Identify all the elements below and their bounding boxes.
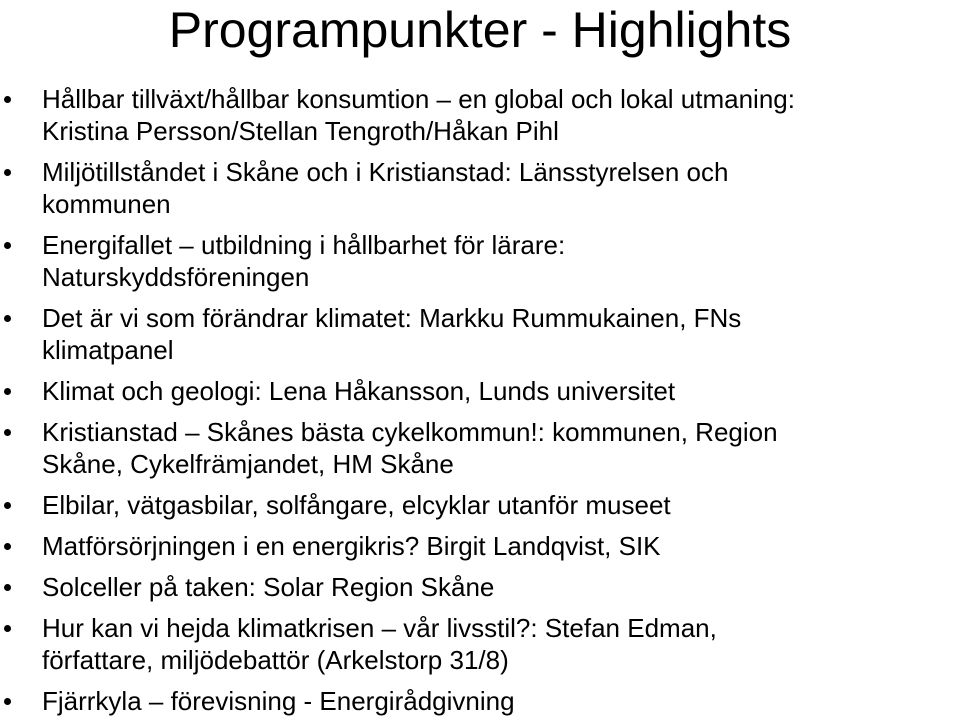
page-title: Programpunkter - Highlights bbox=[168, 2, 792, 58]
list-item bbox=[0, 302, 960, 366]
list-item bbox=[0, 685, 960, 717]
list-item-text: Solceller på taken: Solar Region Skåne bbox=[42, 572, 495, 602]
list-item-text: Klimat och geologi: Lena Håkansson, Lunds universitet bbox=[42, 376, 676, 406]
bullet-list bbox=[0, 83, 960, 726]
bullet-dot-icon bbox=[4, 698, 11, 705]
list-item-text: Energifallet – utbildning i hållbarhet för lärare: Naturskyddsföreningen bbox=[42, 230, 566, 292]
list-item-text: Det är vi som förändrar klimatet: Markku Rummukainen, FNs klimatpanel bbox=[42, 303, 742, 365]
list-item bbox=[0, 571, 960, 603]
bullet-dot-icon bbox=[4, 388, 11, 395]
list-item bbox=[0, 530, 960, 562]
bullet-dot-icon bbox=[4, 315, 11, 322]
list-item-text: Elbilar, vätgasbilar, solfångare, elcyklar utanför museet bbox=[42, 490, 671, 520]
list-item bbox=[0, 229, 960, 293]
bullet-dot-icon bbox=[4, 429, 11, 436]
list-item-text: Fjärrkyla – förevisning - Energirådgivning bbox=[42, 686, 515, 716]
list-item-text: Matförsörjningen i en energikris? Birgit Landqvist, SIK bbox=[42, 531, 661, 561]
list-item bbox=[0, 83, 960, 147]
bullet-dot-icon bbox=[4, 584, 11, 591]
list-item bbox=[0, 489, 960, 521]
list-item-text: Kristianstad – Skånes bästa cykelkommun!: kommunen, Region Skåne, Cykelfrämjandet, HM Skåne bbox=[42, 417, 778, 479]
bullet-dot-icon bbox=[4, 169, 11, 176]
list-item-text: Hur kan vi hejda klimatkrisen – vår livsstil?: Stefan Edman, författare, miljödebattör (Arkelstorp 31/8) bbox=[42, 613, 717, 675]
list-item bbox=[0, 612, 960, 676]
bullet-dot-icon bbox=[4, 96, 11, 103]
list-item bbox=[0, 416, 960, 480]
list-item-text: Miljötillståndet i Skåne och i Kristianstad: Länsstyrelsen och kommunen bbox=[42, 157, 729, 219]
bullet-dot-icon bbox=[4, 543, 11, 550]
list-item-text: Hållbar tillväxt/hållbar konsumtion – en global och lokal utmaning: Kristina Persson/Stellan Tengroth/Håkan Pihl bbox=[42, 84, 795, 146]
bullet-dot-icon bbox=[4, 625, 11, 632]
bullet-dot-icon bbox=[4, 242, 11, 249]
bullet-dot-icon bbox=[4, 502, 11, 509]
list-item bbox=[0, 156, 960, 220]
list-item bbox=[0, 375, 960, 407]
